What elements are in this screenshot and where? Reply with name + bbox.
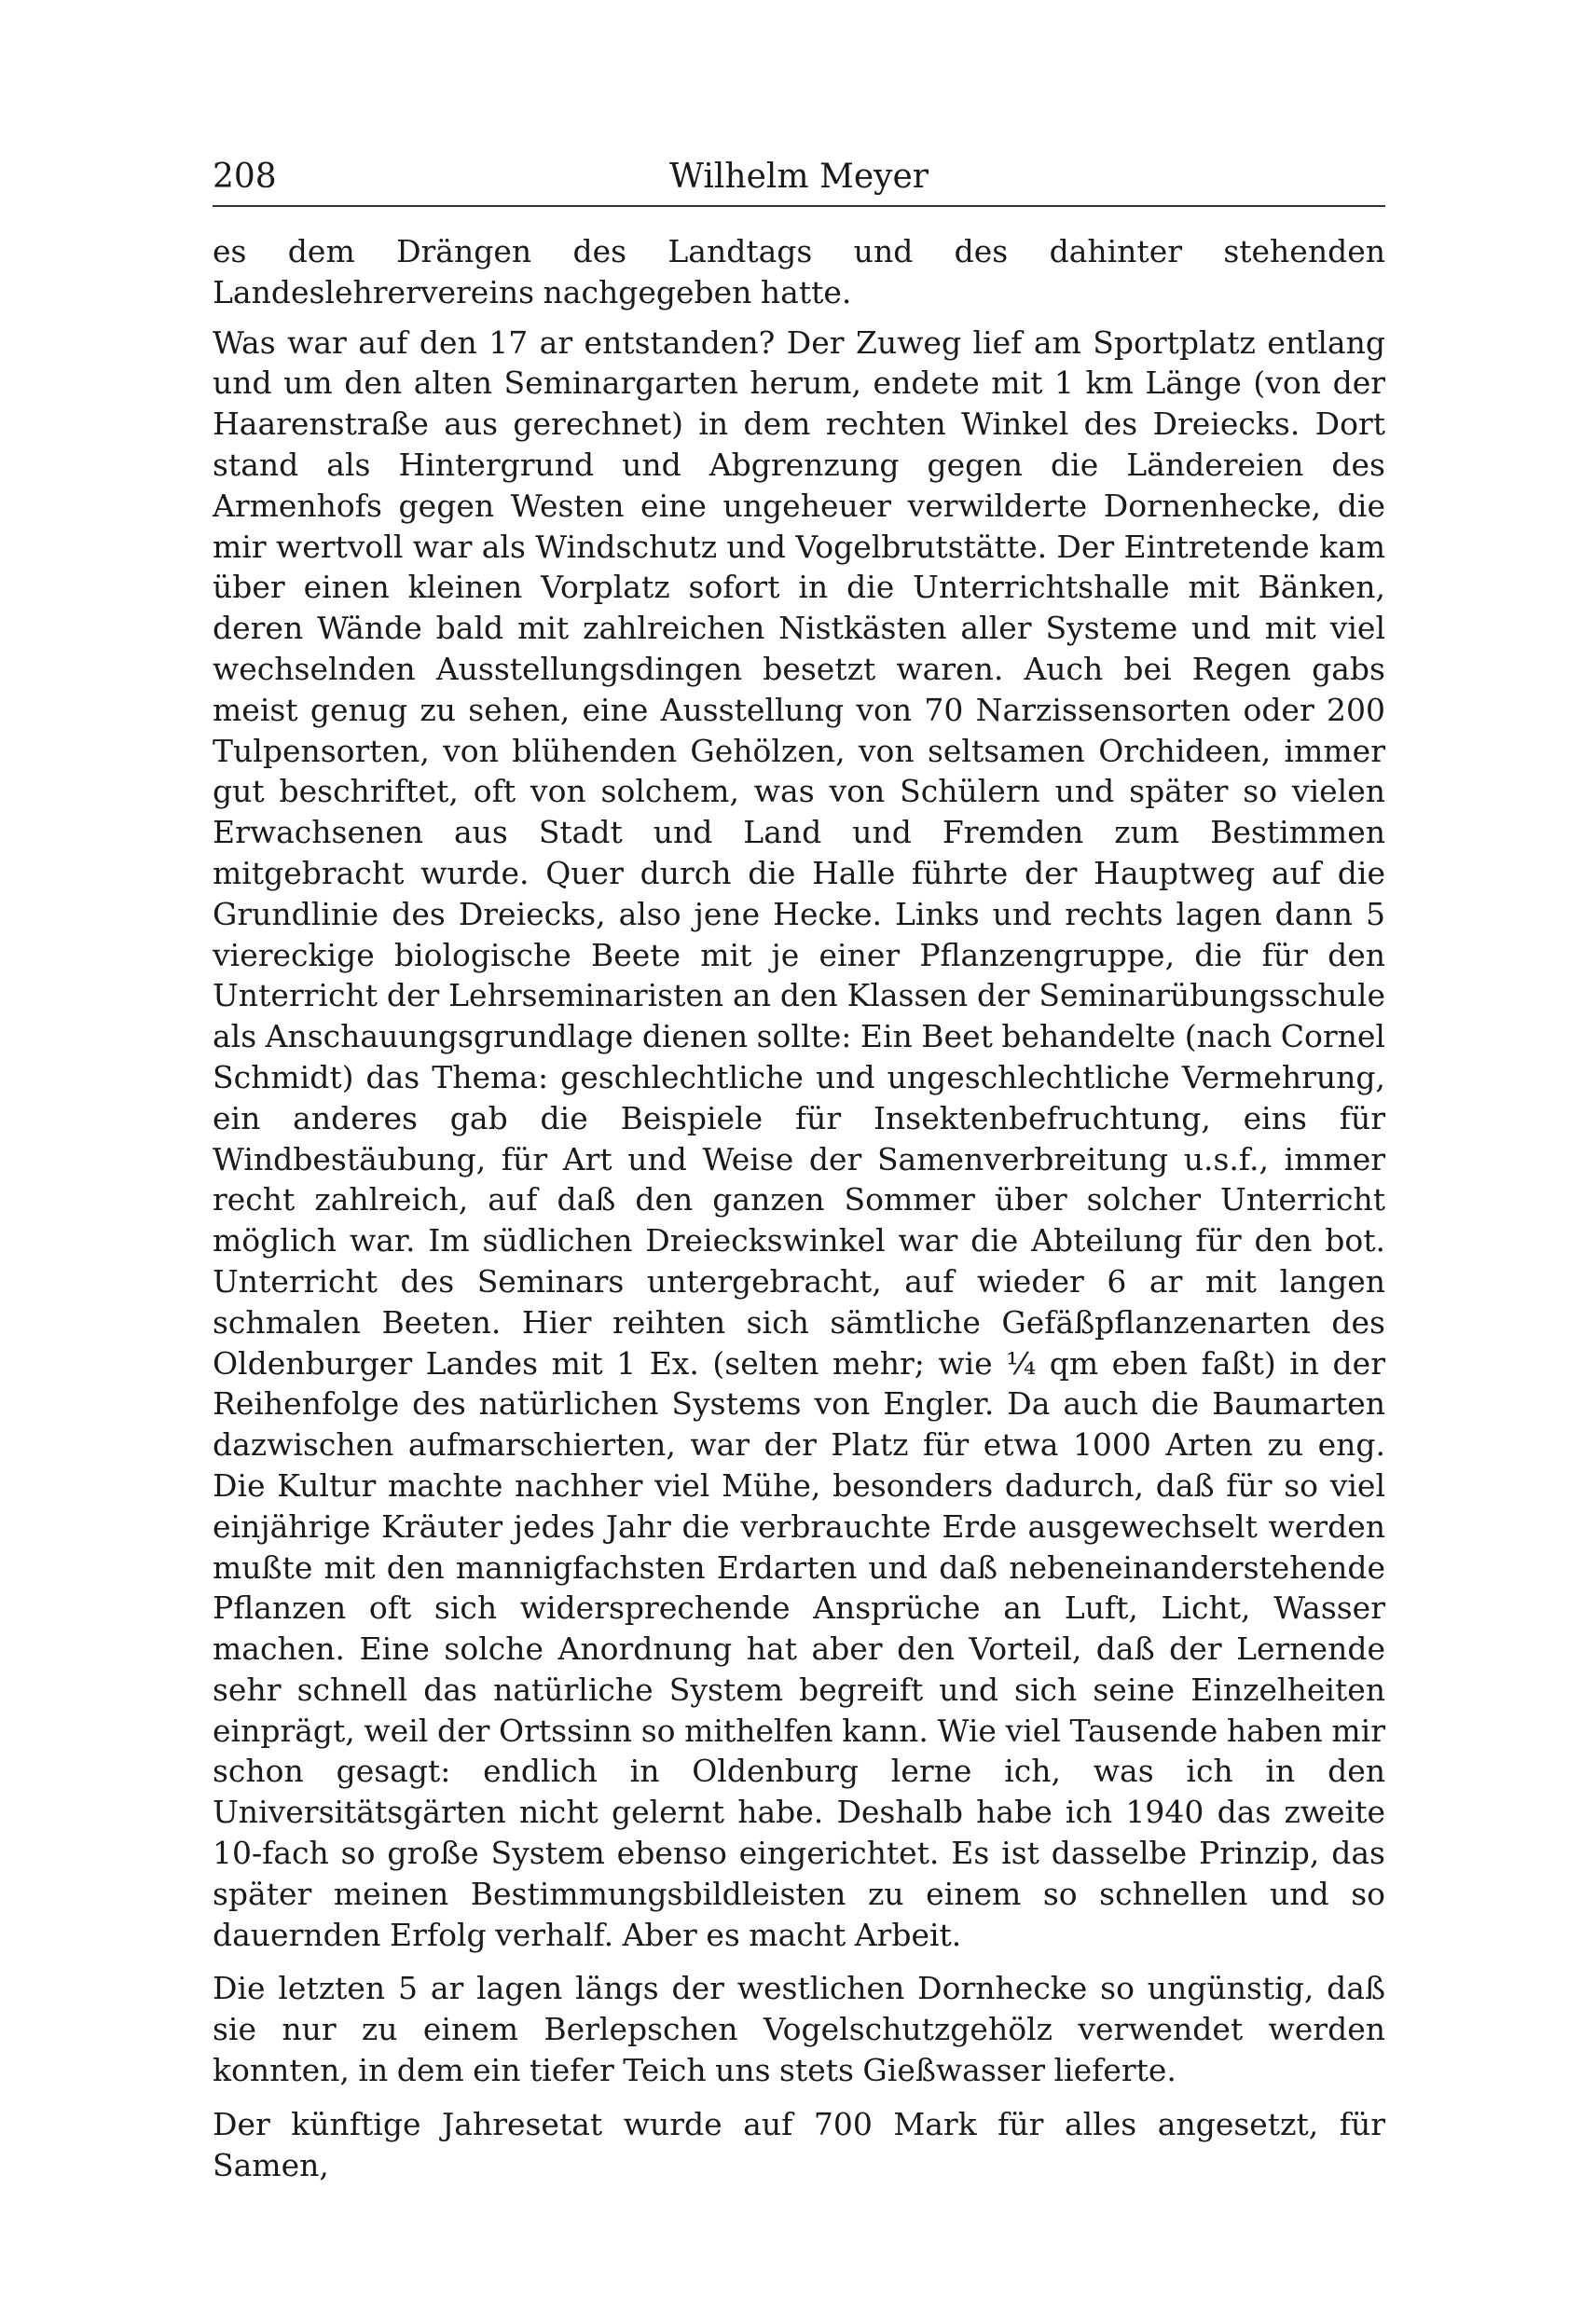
paragraph-4: Der künftige Jahresetat wurde auf 700 Mark für alles angesetzt, für Samen, [213, 2105, 1385, 2183]
paragraph-2: Was war auf den 17 ar entstanden? Der Zuweg lief am Sportplatz entlang und um den alten Seminargarten herum, endete mit 1 km Länge (von der Haarenstraße aus gerechnet) in dem rechten Winkel des Dreiecks. Dort stand als Hintergrund und Abgrenzung gegen die Ländereien des Armenhofs gegen Westen eine ungeheuer verwilderte Dornenhecke, die mir wertvoll war als Windschutz und Vogelbrutstätte. Der Eintretende kam über einen kleinen Vorplatz sofort in die Unterrichtshalle mit Bänken, deren Wände bald mit zahlreichen Nistkästen aller Systeme und mit viel wechselnden Ausstellungsdingen besetzt waren. Auch bei Regen gabs meist genug zu sehen, eine Ausstellung von 70 Narzissensorten oder 200 Tulpensorten, von blühenden Gehölzen, von seltsamen Orchideen, immer gut beschriftet, oft von solchem, was von Schülern und später so vielen Erwachsenen aus Stadt und Land und Fremden zum Bestimmen mitgebracht wurde. Quer durch die Halle führte der Hauptweg auf die Grundlinie des Dreiecks, also jene Hecke. Links und rechts lagen dann 5 viereckige biologische Beete mit je einer Pflanzengruppe, die für den Unterricht der Lehrseminaristen an den Klassen der Seminarübungsschule als Anschauungsgrundlage dienen sollte: Ein Beet behandelte (nach Cornel Schmidt) das Thema: geschlechtliche und ungeschlechtliche Vermehrung, ein anderes gab die Beispiele für Insektenbefruchtung, eins für Windbestäubung, für Art und Weise der Samenverbreitung u.s.f., immer recht zahlreich, auf daß den ganzen Sommer über solcher Unterricht möglich war. Im südlichen Dreieckswinkel war die Abteilung für den bot. Unterricht des Seminars untergebracht, auf wieder 6 ar mit langen schmalen Beeten. Hier reihten sich sämtliche Gefäßpflanzenarten des Oldenburger Landes mit 1 Ex. (selten mehr; wie ¼ qm eben faßt) in der Reihenfolge des natürlichen Systems von Engler. Da auch die Baumarten dazwischen aufmarschierten, war der Platz für etwa 1000 Arten zu eng. Die Kultur machte nachher viel Mühe, besonders dadurch, daß für so viel einjährige Kräuter jedes Jahr die verbrauchte Erde ausgewechselt werden mußte mit den mannigfachsten Erdarten und daß nebeneinanderstehende Pflanzen oft sich widersprechende Ansprüche an Luft, Licht, Wasser machen. Eine solche Anordnung hat aber den Vorteil, daß der Lernende sehr schnell das natürliche System begreift und sich seine Einzelheiten einprägt, weil der Ortssinn so mithelfen kann. Wie viel Tausende haben mir schon gesagt: endlich in Oldenburg lerne ich, was ich in den Universitätsgärten nicht gelernt habe. Deshalb habe ich 1940 das zweite 10-fach so große System ebenso eingerichtet. Es ist dasselbe Prinzip, das später meinen Bestimmungsbildleisten zu einem so schnellen und so dauernden Erfolg verhalf. Aber es macht Arbeit. [213, 323, 1385, 1953]
body-text [213, 231, 1385, 2185]
paragraph-3: Die letzten 5 ar lagen längs der westlichen Dornhecke so ungünstig, daß sie nur zu einem Berlepschen Vogelschutzgehölz verwendet werden konnten, in dem ein tiefer Teich uns stets Gießwasser lieferte. [213, 1970, 1385, 2089]
running-head [213, 149, 1385, 207]
page-number: 208 [213, 158, 277, 196]
book-page [213, 149, 1385, 2198]
paragraph-1: es dem Drängen des Landtags und des dahinter stehenden Landeslehrervereins nachgegeben hatte. [213, 233, 1385, 310]
header-title: Wilhelm Meyer [669, 158, 929, 196]
